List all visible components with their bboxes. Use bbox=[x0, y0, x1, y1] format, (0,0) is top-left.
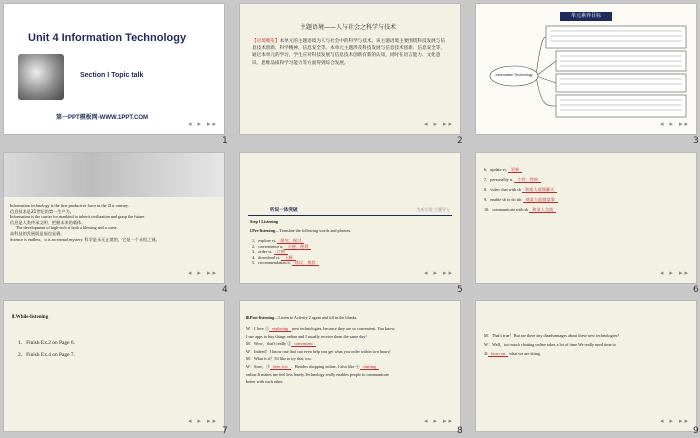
mind-map-center: Information Technology bbox=[495, 73, 533, 77]
item-answer: 使某人能做某事 bbox=[523, 197, 558, 203]
line-text: W：I love ① bbox=[246, 326, 270, 331]
item-answer: 订购 bbox=[274, 249, 288, 255]
item-answer: 个性；性格 bbox=[514, 177, 541, 183]
dialogue-line bbox=[484, 349, 692, 358]
blank-answer: here it is bbox=[270, 364, 290, 370]
slide-thumbnail-1[interactable] bbox=[4, 4, 224, 134]
line-text: M：Wow，that's really ② bbox=[246, 341, 292, 347]
quote-en: The development of high-tech is both a blessing and a curse. bbox=[16, 225, 118, 231]
item-number: 5． bbox=[252, 260, 259, 266]
slide-number-1: 1 bbox=[222, 136, 228, 146]
item-number: 6． bbox=[484, 167, 491, 172]
blank-answer: chatting bbox=[360, 364, 380, 370]
quote-en bbox=[10, 237, 220, 243]
title-bar bbox=[248, 207, 452, 216]
item-number: 9． bbox=[484, 197, 491, 202]
section-intro bbox=[246, 315, 357, 321]
step-label: Step Ⅰ Listening bbox=[250, 219, 278, 224]
slide-thumbnail-7[interactable] bbox=[4, 301, 224, 431]
slide-thumbnail-9[interactable] bbox=[476, 301, 696, 431]
section-intro-title: Ⅲ.Post-listening bbox=[246, 315, 275, 320]
nav-arrows: ◂ ▸ ▸▸ bbox=[660, 121, 690, 128]
dialogue-line: W：Indeed！I know one that can even help you get what you order within two hours! bbox=[246, 348, 391, 354]
dialogue-line: online.It makes me feel less lonely.Technology really enables people to communicate bbox=[246, 371, 389, 377]
title-bar-label: 听说一体突破 bbox=[270, 208, 298, 213]
quote-cn: 高科技的发展既是福也是祸。 bbox=[10, 230, 65, 236]
slide-number-9: 9 bbox=[693, 426, 699, 436]
item-question: order vt. bbox=[258, 249, 273, 255]
circuit-image bbox=[18, 54, 64, 100]
list-item bbox=[484, 205, 558, 215]
nav-arrows: ◂ ▸ ▸▸ bbox=[424, 121, 454, 128]
quote-list bbox=[10, 203, 220, 242]
nav-arrows: ◂ ▸ ▸▸ bbox=[424, 270, 454, 277]
line-text: ．Besides shopping online, I also like ④ bbox=[290, 363, 360, 369]
slide-thumbnail-4[interactable] bbox=[4, 153, 224, 283]
dialogue bbox=[246, 325, 456, 386]
blank-answer: exploring bbox=[269, 326, 291, 332]
slide-number-3: 3 bbox=[693, 136, 699, 146]
context-label: 【语境概览】 bbox=[252, 39, 280, 44]
item-question: video chat with sb bbox=[490, 187, 521, 192]
list-item bbox=[484, 175, 558, 185]
list-item: 1．Finish Ex.2 on Page 6. bbox=[18, 340, 75, 346]
blank-answer: convenient bbox=[291, 341, 315, 347]
footer-text: 第一PPT模板网-WWW.1PPT.COM bbox=[56, 115, 148, 121]
item-question: enable sb to do sth bbox=[490, 197, 522, 202]
dialogue-line: W：Well，too much chatting online takes a lot of time.We really need time to bbox=[484, 342, 616, 347]
section-label: Section Ⅰ Topic talk bbox=[80, 72, 144, 79]
item-question: recommendation n. bbox=[258, 260, 291, 266]
line-text: . bbox=[315, 341, 317, 347]
item-answer: 建议；推荐 bbox=[292, 260, 319, 266]
item-answer: 下载 bbox=[281, 255, 295, 261]
list-item bbox=[484, 195, 558, 205]
item-question: update vt. bbox=[490, 167, 507, 172]
line-text: W：Sure。③ bbox=[246, 363, 271, 369]
item-number: 7． bbox=[484, 177, 491, 182]
slide-title: Unit 4 Information Technology bbox=[28, 32, 187, 44]
dialogue-line bbox=[246, 340, 456, 348]
item-question: communicate with sb bbox=[492, 207, 529, 212]
list-item bbox=[484, 165, 558, 175]
list-item bbox=[484, 185, 558, 195]
slide-thumbnail-2[interactable] bbox=[240, 4, 460, 134]
item-answer: 和某人交流 bbox=[529, 207, 556, 213]
nav-arrows: ◂ ▸ ▸▸ bbox=[188, 418, 218, 425]
slide-number-2: 2 bbox=[457, 136, 463, 146]
item-number: 10． bbox=[484, 207, 493, 212]
item-number: 8． bbox=[484, 187, 491, 192]
slide-thumbnail-6[interactable] bbox=[476, 153, 696, 283]
quote-cn: 信息是人类传承文明、把握未来的载体。 bbox=[10, 219, 86, 225]
nav-arrows: ◂ ▸ ▸▸ bbox=[660, 418, 690, 425]
slide-number-6: 6 bbox=[693, 285, 699, 295]
dialogue-line: M：That's true！But are there any disadvantages about these new technologies? bbox=[484, 333, 620, 338]
slide-number-5: 5 bbox=[457, 285, 463, 295]
line-text: ⑤ bbox=[484, 351, 488, 356]
quote-cn: 科学是永无止境的，它是一个永恒之谜。 bbox=[84, 236, 160, 242]
nav-arrows: ◂ ▸ ▸▸ bbox=[660, 270, 690, 277]
blank-answer: focus on bbox=[488, 351, 508, 357]
item-answer: 方便；便利 bbox=[284, 244, 311, 250]
item-number: 3． bbox=[252, 249, 259, 255]
dialogue-line: I use apps to buy things online and I usually receive them the same day! bbox=[246, 333, 367, 339]
item-number: 1． bbox=[252, 238, 259, 243]
dialogue-line: better with each other. bbox=[246, 379, 284, 385]
item-answer: 探究；探讨 bbox=[277, 238, 304, 244]
line-text: new technologies, because they are so convenient. You know, bbox=[292, 326, 396, 331]
title-bar-right: 先听后说 主题导入 bbox=[416, 207, 450, 212]
section-intro-text: —Listen to Activity 2 again and fill in the blanks. bbox=[274, 315, 358, 320]
item-answer: 更新 bbox=[508, 167, 522, 173]
nav-arrows: ◂ ▸ ▸▸ bbox=[188, 270, 218, 277]
item-question: download vt. bbox=[258, 254, 281, 260]
slide-thumbnail-8[interactable] bbox=[240, 301, 460, 431]
quote-en: Information technology is the first productive force in the 21st century. bbox=[10, 203, 129, 208]
quote-en-text: Science is endless，it is an eternal mystery. bbox=[10, 236, 84, 242]
dialogue-line: M：What is it？I'd like to try that, too. bbox=[246, 356, 312, 362]
slide-heading: 主题语境——人与社会之科学与技术 bbox=[300, 24, 397, 31]
quote-en: Information is the carrier for mankind to inherit civilization and grasp the future. bbox=[10, 214, 146, 220]
list-item bbox=[252, 260, 319, 266]
section-intro bbox=[250, 228, 351, 234]
mind-map bbox=[476, 4, 696, 134]
slide-number-4: 4 bbox=[222, 285, 228, 295]
line-text: what we are doing. bbox=[509, 351, 541, 356]
dialogue-line bbox=[246, 325, 456, 333]
nav-arrows: ◂ ▸ ▸▸ bbox=[424, 418, 454, 425]
banner: 单元素养目标 bbox=[560, 12, 612, 21]
dialogue bbox=[484, 331, 692, 358]
slide-thumbnail-3[interactable] bbox=[476, 4, 696, 134]
vocab-list bbox=[252, 238, 319, 266]
slide-number-8: 8 bbox=[457, 426, 463, 436]
section-title: Ⅱ.While-listening bbox=[12, 315, 49, 320]
item-question: explore vt. bbox=[258, 238, 277, 243]
dialogue-line bbox=[246, 363, 456, 371]
item-question: convenience n. bbox=[258, 243, 284, 249]
vocab-list bbox=[484, 165, 558, 215]
context-paragraph bbox=[252, 38, 448, 67]
slide-number-7: 7 bbox=[222, 426, 228, 436]
header-image bbox=[4, 153, 224, 197]
item-number: 4． bbox=[252, 254, 259, 260]
list-item: 2．Finish Ex.4 on Page 7. bbox=[18, 352, 75, 358]
context-body: 本单元的主题语境为人与社会中的科学与技术。该主题语境主要围绕科技发展与信息技术创新、科学精神、信息安全等。本单元主题涉及科技发展与信息技术创新、信息安全等，通过本单元的学习，学生应对科技发展与信息技术创新有新的认知，同时在语言能力、文化意识、思维品质和学习能力等方面得到综合发展。 bbox=[252, 39, 445, 66]
section-intro-text: —Translate the following words and phrases. bbox=[275, 228, 352, 233]
slide-thumbnail-5[interactable] bbox=[240, 153, 460, 283]
nav-arrows: ◂ ▸ ▸▸ bbox=[188, 121, 218, 128]
section-intro-title: Ⅰ.Pre-listening bbox=[250, 228, 276, 233]
item-answer: 和某人视频聊天 bbox=[522, 187, 557, 193]
item-number: 2． bbox=[252, 243, 259, 249]
quote-cn: 信息技术是21世纪的第一生产力。 bbox=[10, 208, 74, 214]
item-question: personality n. bbox=[490, 177, 514, 182]
